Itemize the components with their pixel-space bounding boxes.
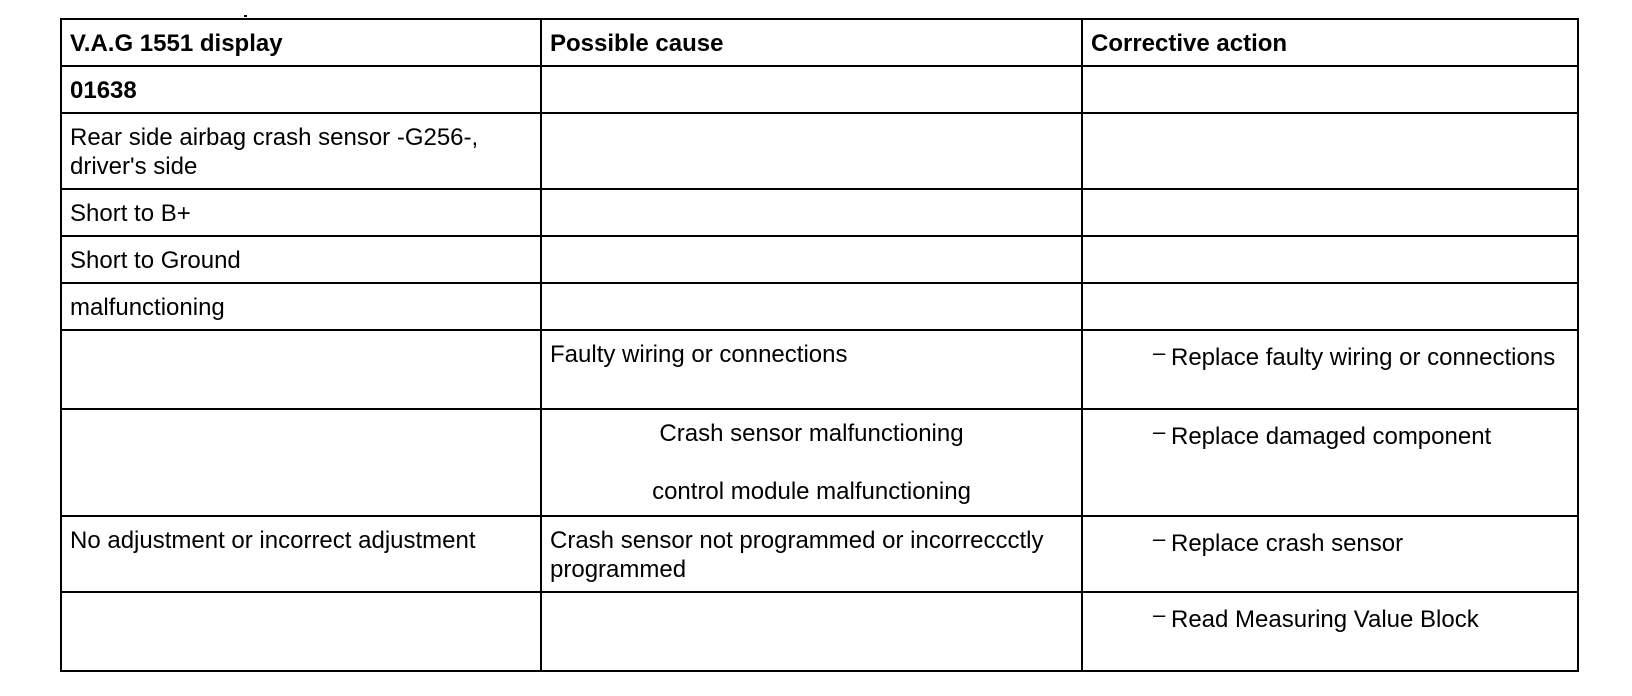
header-cause: Possible cause	[541, 19, 1082, 66]
empty-cell	[541, 283, 1082, 330]
action-cell	[1082, 330, 1578, 409]
table-row	[61, 330, 1578, 409]
bullet-dash: –	[1153, 526, 1166, 551]
empty-cell	[61, 409, 541, 516]
empty-cell	[541, 592, 1082, 671]
empty-cell	[1082, 236, 1578, 283]
table-row	[61, 592, 1578, 671]
fault-malfunctioning: malfunctioning	[61, 283, 541, 330]
action-replace-component: Replace damaged component	[1171, 423, 1492, 450]
empty-cell	[541, 236, 1082, 283]
empty-cell	[1082, 189, 1578, 236]
header-display: V.A.G 1551 display	[61, 19, 541, 66]
bullet-dash: –	[1153, 419, 1166, 444]
table-row	[61, 66, 1578, 113]
table-row	[61, 189, 1578, 236]
cause-wiring: Faulty wiring or connections	[541, 330, 1082, 409]
cause-module-malfunction: control module malfunctioning	[652, 478, 971, 505]
table-row	[61, 236, 1578, 283]
action-read-measuring-block: Read Measuring Value Block	[1171, 606, 1479, 633]
stray-mark	[244, 15, 247, 17]
bullet-dash: –	[1153, 602, 1166, 627]
empty-cell	[541, 113, 1082, 189]
display-adjustment: No adjustment or incorrect adjustment	[61, 516, 541, 592]
action-item	[1091, 602, 1569, 634]
empty-cell	[541, 189, 1082, 236]
cause-programming: Crash sensor not programmed or incorreccctly programmed	[541, 516, 1082, 592]
table-row	[61, 283, 1578, 330]
bullet-dash: –	[1153, 340, 1166, 365]
diagnostic-table	[60, 18, 1579, 672]
table-row	[61, 113, 1578, 189]
empty-cell	[1082, 113, 1578, 189]
cause-sensor-malfunction: Crash sensor malfunctioning	[659, 420, 964, 447]
fault-short-ground: Short to Ground	[61, 236, 541, 283]
table-row	[61, 516, 1578, 592]
action-item	[1091, 526, 1569, 558]
action-item	[1091, 419, 1569, 451]
action-cell	[1082, 516, 1578, 592]
action-replace-sensor: Replace crash sensor	[1171, 530, 1404, 557]
table-row	[61, 409, 1578, 516]
header-row	[61, 19, 1578, 66]
cause-cell	[541, 409, 1082, 516]
empty-cell	[1082, 66, 1578, 113]
component-name: Rear side airbag crash sensor -G256-, driver's side	[61, 113, 541, 189]
empty-cell	[541, 66, 1082, 113]
empty-cell	[61, 330, 541, 409]
header-action: Corrective action	[1082, 19, 1578, 66]
empty-cell	[1082, 283, 1578, 330]
fault-short-bplus: Short to B+	[61, 189, 541, 236]
fault-code: 01638	[61, 66, 541, 113]
action-cell	[1082, 409, 1578, 516]
empty-cell	[61, 592, 541, 671]
action-cell	[1082, 592, 1578, 671]
action-replace-wiring: Replace faulty wiring or connections	[1171, 344, 1556, 371]
action-item	[1091, 340, 1569, 372]
